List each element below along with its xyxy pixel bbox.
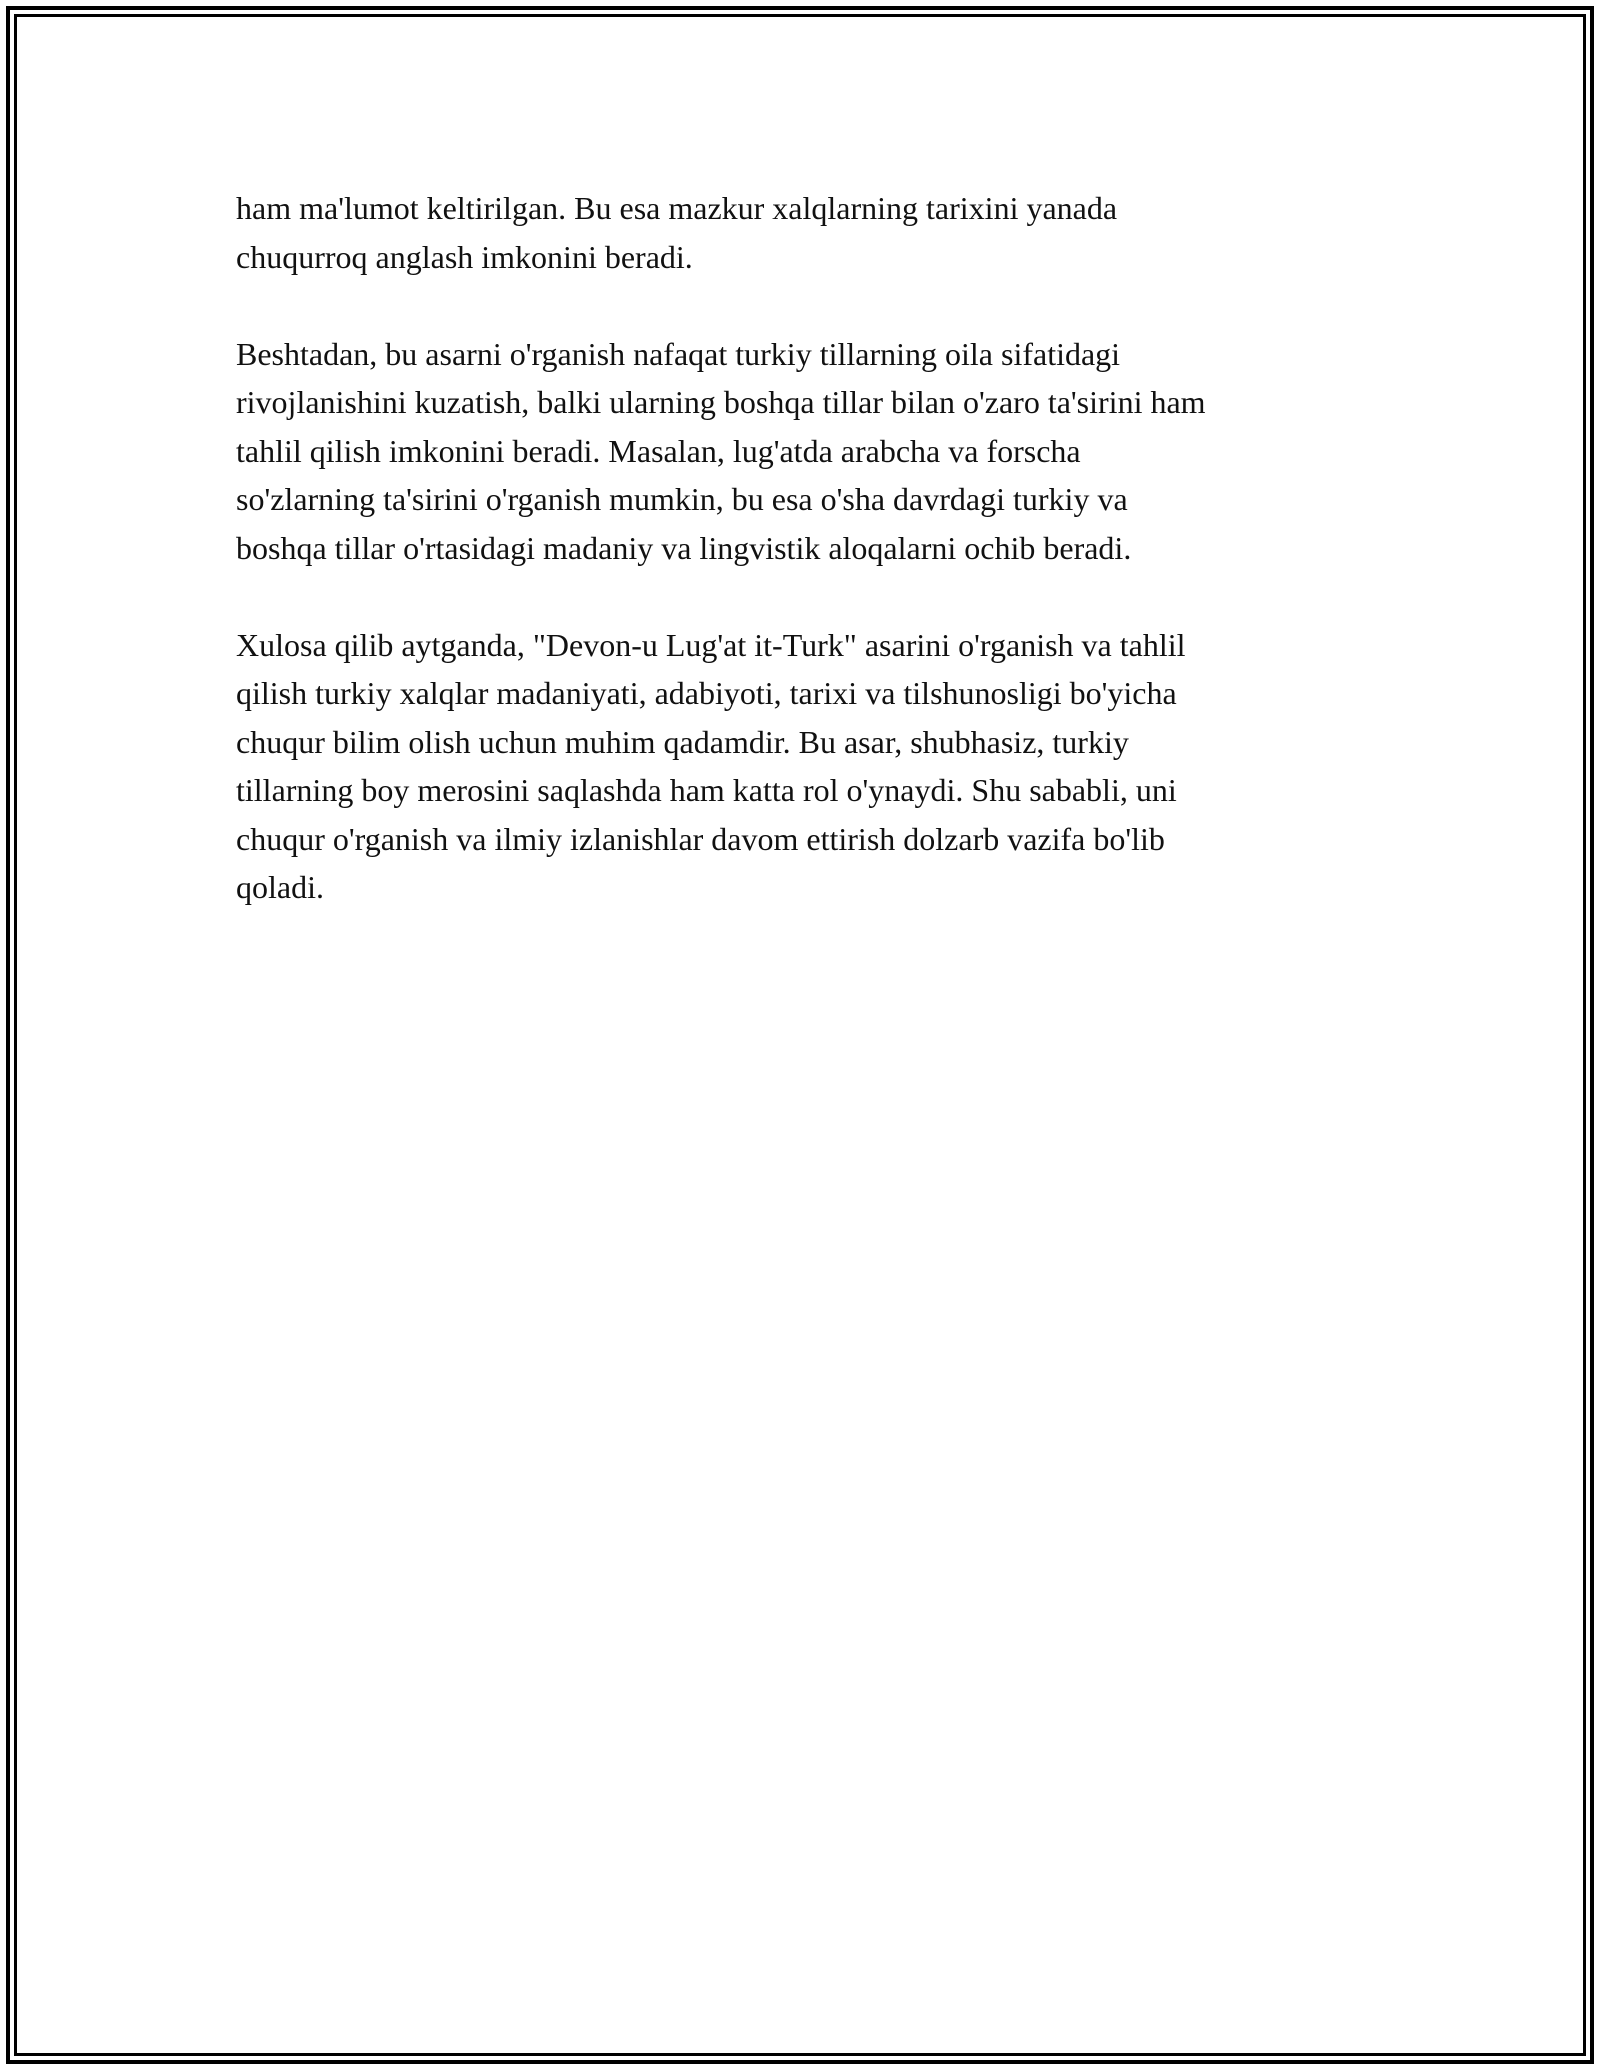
- text-line: chuqur o'rganish va ilmiy izlanishlar davom ettirish dolzarb vazifa bo'lib: [236, 820, 1165, 857]
- text-line: chuqurroq anglash imkonini beradi.: [236, 238, 693, 275]
- text-line: tillarning boy merosini saqlashda ham katta rol o'ynaydi. Shu sababli, uni: [236, 772, 1177, 808]
- text-line: Beshtadan, bu asarni o'rganish nafaqat turkiy tillarning oila sifatidagi: [236, 335, 1121, 372]
- text-line: qilish turkiy xalqlar madaniyati, adabiyoti, tarixi va tilshunosligi bo'yicha: [236, 675, 1177, 711]
- text-line: boshqa tillar o'rtasidagi madaniy va lingvistik aloqalarni ochib beradi.: [236, 529, 1132, 566]
- text-line: chuqur bilim olish uchun muhim qadamdir. Bu asar, shubhasiz, turkiy: [236, 723, 1129, 760]
- text-line: qoladi.: [236, 869, 324, 905]
- paragraph-2: [236, 330, 1366, 573]
- text-line: rivojlanishini kuzatish, balki ularning boshqa tillar bilan o'zaro ta'sirini ham: [236, 384, 1206, 420]
- paragraph-3: [236, 621, 1366, 912]
- text-line: so'zlarning ta'sirini o'rganish mumkin, bu esa o'sha davrdagi turkiy va: [236, 481, 1128, 517]
- text-line: ham ma'lumot keltirilgan. Bu esa mazkur xalqlarning tarixini yanada: [236, 190, 1118, 226]
- text-line: tahlil qilish imkonini beradi. Masalan, lug'atda arabcha va forscha: [236, 432, 1081, 469]
- paragraph-1: [236, 184, 1366, 281]
- text-line: Xulosa qilib aytganda, "Devon-u Lug'at it-Turk" asarini o'rganish va tahlil: [236, 626, 1186, 663]
- document-body: [236, 184, 1366, 960]
